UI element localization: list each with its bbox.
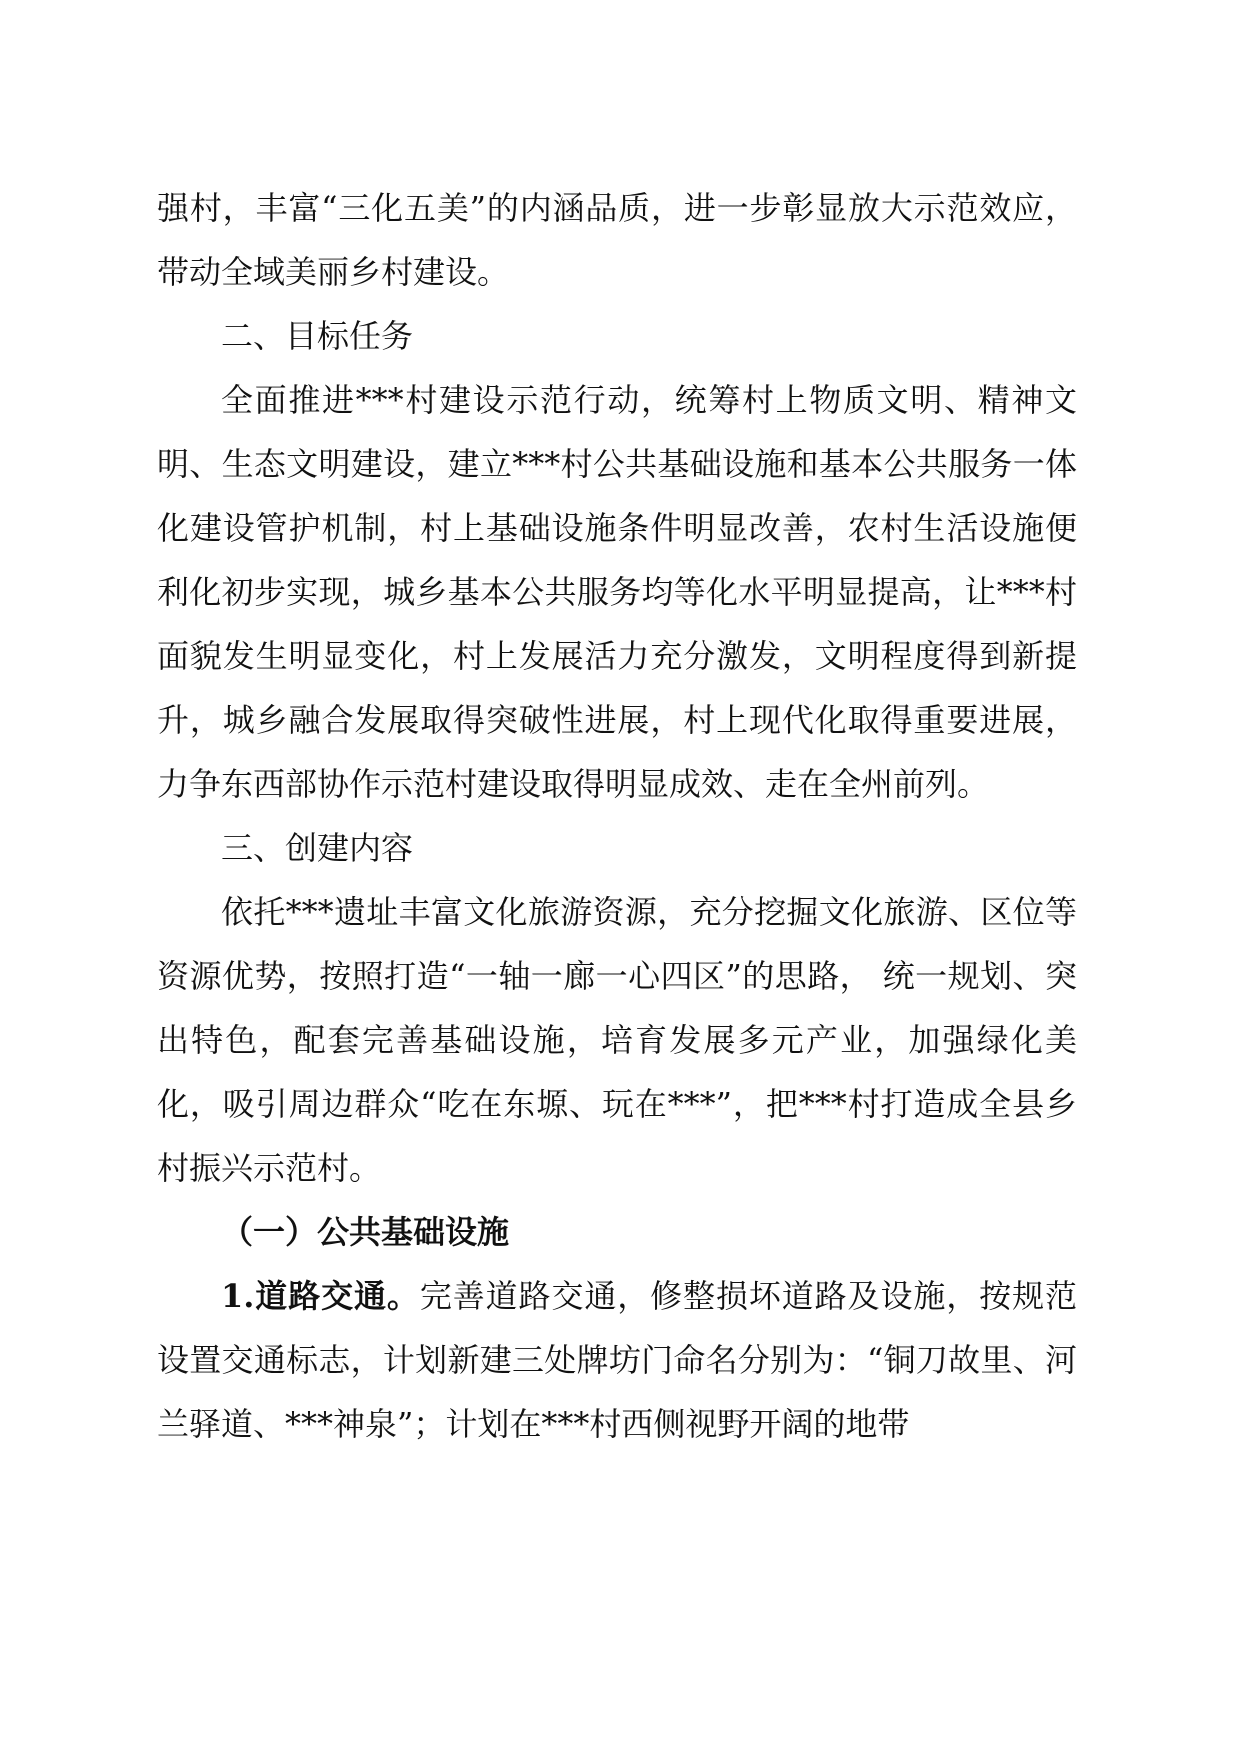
- item-road-traffic: [157, 1264, 1077, 1456]
- section-heading-content: 三、创建内容: [221, 829, 414, 867]
- section-heading-goals: 二、目标任务: [221, 317, 414, 355]
- paragraph-continuation: 强村，丰富“三化五美”的内涵品质，进一步彰显放大示范效应，带动全域美丽乡村建设。: [157, 189, 1077, 291]
- paragraph-content: 依托***遗址丰富文化旅游资源，充分挖掘文化旅游、区位等资源优势，按照打造“一轴一廊一心四区”的思路， 统一规划、突出特色，配套完善基础设施，培育发展多元产业，加强绿化美化，吸引周边群众“吃在东塬、玩在***”，把***村打造成全县乡村振兴示范村。: [157, 893, 1077, 1187]
- document-body: [157, 176, 1077, 1456]
- item-road-traffic-lead: 1.道路交通。: [221, 1277, 420, 1315]
- paragraph-goals: 全面推进***村建设示范行动，统筹村上物质文明、精神文明、生态文明建设，建立***村公共基础设施和基本公共服务一体化建设管护机制，村上基础设施条件明显改善，农村生活设施便利化初步实现，城乡基本公共服务均等化水平明显提高，让***村面貌发生明显变化，村上发展活力充分激发，文明程度得到新提升，城乡融合发展取得突破性进展，村上现代化取得重要进展，力争东西部协作示范村建设取得明显成效、走在全州前列。: [157, 381, 1077, 803]
- subsection-heading-infrastructure: （一）公共基础设施: [221, 1213, 510, 1251]
- item-road-traffic-text: 完善道路交通，修整损坏道路及设施，按规范设置交通标志，计划新建三处牌坊门命名分别为：“铜刀故里、河兰驿道、***神泉”；计划在***村西侧视野开阔的地带: [157, 1277, 1077, 1443]
